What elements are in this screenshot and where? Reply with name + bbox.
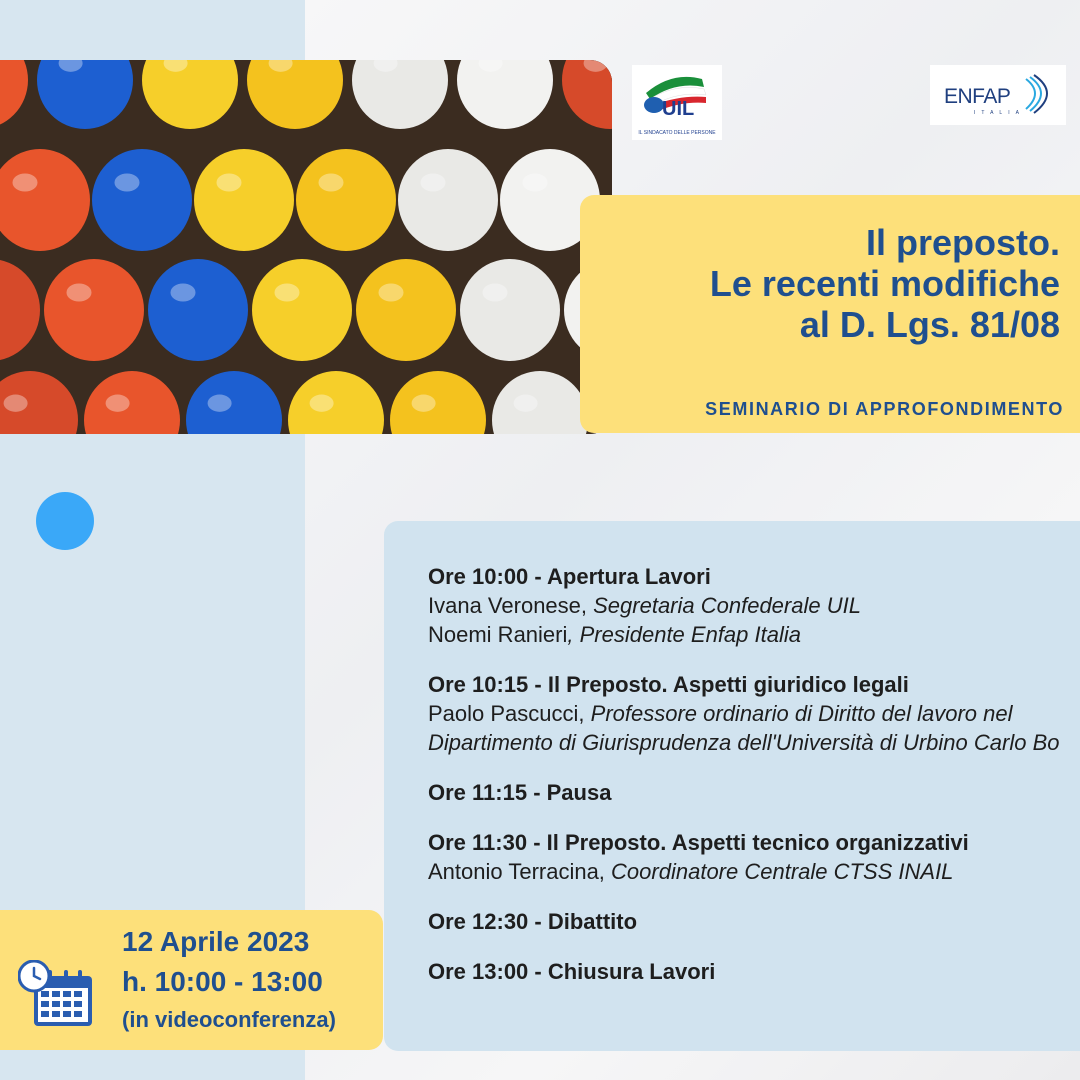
program-item xyxy=(428,957,1068,986)
speaker-name: Noemi Ranieri xyxy=(428,622,568,647)
title-line-1: Il preposto. xyxy=(865,222,1060,263)
speaker-role: Professore ordinario di Diritto del lavoro nel Dipartimento di Giurisprudenza dell'Università di Urbino Carlo Bo xyxy=(428,701,1060,755)
hard-hat xyxy=(148,259,248,361)
decorative-dot xyxy=(36,492,94,550)
uil-logo xyxy=(632,65,722,140)
speaker-role: , Presidente Enfap Italia xyxy=(567,622,801,647)
program-item xyxy=(428,670,1068,757)
event-mode: (in videoconferenza) xyxy=(122,1007,336,1032)
speaker-role: Segretaria Confederale UIL xyxy=(593,593,861,618)
hard-hat xyxy=(252,259,352,361)
hard-hat-highlight xyxy=(483,284,508,302)
program-item xyxy=(428,828,1068,886)
hard-hat-highlight xyxy=(275,284,300,302)
hard-hat xyxy=(194,149,294,251)
hard-hat xyxy=(44,259,144,361)
title-line-3: al D. Lgs. 81/08 xyxy=(799,304,1060,345)
hard-hat-highlight xyxy=(421,174,446,192)
hard-hat-highlight xyxy=(115,174,140,192)
program-item-title: Ore 11:15 - Pausa xyxy=(428,780,612,805)
enfap-logo-tagline: ITALIA xyxy=(974,110,1025,116)
event-info xyxy=(122,922,336,1038)
hard-hat xyxy=(92,149,192,251)
hard-hat-highlight xyxy=(379,284,404,302)
uil-logo-text: UIL xyxy=(662,98,695,120)
title-line-2: Le recenti modifiche xyxy=(709,263,1060,304)
program-item xyxy=(428,778,1068,807)
hard-hat-highlight xyxy=(310,395,334,412)
hard-hat-highlight xyxy=(412,395,436,412)
hard-hat-highlight xyxy=(523,174,548,192)
program-item-title: Ore 10:15 - Il Preposto. Aspetti giuridico legali xyxy=(428,672,909,697)
hard-hat-highlight xyxy=(514,395,538,412)
hard-hat-highlight xyxy=(106,395,130,412)
calendar-clock-icon xyxy=(18,960,96,1030)
program-item-title: Ore 11:30 - Il Preposto. Aspetti tecnico organizzativi xyxy=(428,830,969,855)
program-item-title: Ore 12:30 - Dibattito xyxy=(428,909,638,934)
hard-hat-highlight xyxy=(4,395,28,412)
hard-hat xyxy=(296,149,396,251)
program-item-title: Ore 13:00 - Chiusura Lavori xyxy=(428,959,716,984)
page-title xyxy=(710,222,1060,345)
page-subtitle: SEMINARIO DI APPROFONDIMENTO xyxy=(705,399,1064,419)
hard-hats-photo xyxy=(0,60,612,434)
program-item xyxy=(428,562,1068,649)
hard-hat-highlight xyxy=(217,174,242,192)
event-hours: h. 10:00 - 13:00 xyxy=(122,966,323,997)
program-list xyxy=(428,562,1068,1007)
hard-hat xyxy=(356,259,456,361)
hard-hat-highlight xyxy=(13,174,38,192)
hard-hat-highlight xyxy=(171,284,196,302)
speaker-name: Ivana Veronese, xyxy=(428,593,594,618)
enfap-logo-text: ENFAP xyxy=(944,85,1011,108)
speaker-name: Paolo Pascucci, xyxy=(428,701,591,726)
hard-hat xyxy=(460,259,560,361)
program-item xyxy=(428,907,1068,936)
speaker-name: Antonio Terracina, xyxy=(428,859,612,884)
program-item-title: Ore 10:00 - Apertura Lavori xyxy=(428,564,711,589)
enfap-logo xyxy=(930,65,1066,125)
hard-hat xyxy=(398,149,498,251)
speaker-role: Coordinatore Centrale CTSS INAIL xyxy=(611,859,954,884)
hard-hat-highlight xyxy=(319,174,344,192)
hard-hat-highlight xyxy=(208,395,232,412)
event-date: 12 Aprile 2023 xyxy=(122,926,310,957)
uil-logo-tagline: IL SINDACATO DELLE PERSONE xyxy=(638,130,716,136)
hard-hat-highlight xyxy=(67,284,92,302)
